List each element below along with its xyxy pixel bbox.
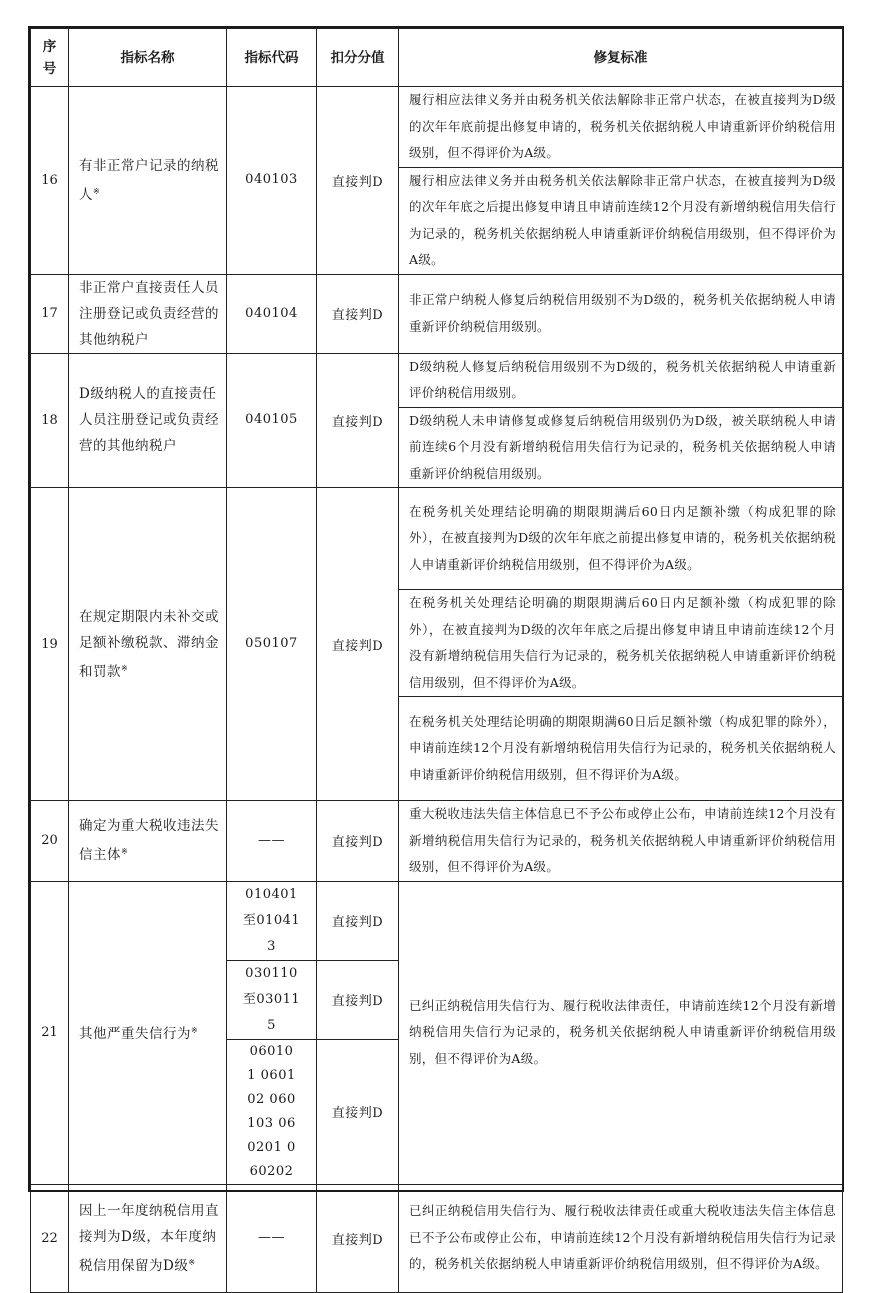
table-row xyxy=(31,881,843,960)
row-indicator-code: 050107 xyxy=(227,488,317,801)
repair-standard: 履行相应法律义务并由税务机关依法解除非正常户状态，在被直接判为D级的次年年底前提出修复申请的，税务机关依据纳税人申请重新评价纳税信用级别，但不得评价为A级。 xyxy=(399,87,843,168)
row-indicator-code: 030110至030115 xyxy=(227,960,317,1039)
table-row xyxy=(31,353,843,407)
row-score: 直接判D xyxy=(317,960,399,1039)
row-indicator-name: 非正常户直接责任人员注册登记或负责经营的其他纳税户 xyxy=(69,274,227,353)
table-row xyxy=(31,801,843,882)
row-indicator-name: 在规定期限内未补交或足额补缴税款、滞纳金和罚款※ xyxy=(69,488,227,801)
note-mark: ※ xyxy=(188,1257,196,1267)
row-score: 直接判D xyxy=(317,488,399,801)
row-score: 直接判D xyxy=(317,801,399,882)
row-indicator-code: —— xyxy=(227,801,317,882)
row-indicator-name: 确定为重大税收违法失信主体※ xyxy=(69,801,227,882)
table-row xyxy=(31,488,843,590)
row-indicator-name: 其他严重失信行为※ xyxy=(69,881,227,1184)
row-indicator-name: D级纳税人的直接责任人员注册登记或负责经营的其他纳税户 xyxy=(69,353,227,488)
header-standard: 修复标准 xyxy=(399,29,843,87)
row-score: 直接判D xyxy=(317,1184,399,1292)
document-page xyxy=(28,26,844,1274)
row-score: 直接判D xyxy=(317,353,399,488)
repair-standard: D级纳税人未申请修复或修复后纳税信用级别仍为D级，被关联纳税人申请前连续6个月没有新增纳税信用失信行为记录的，税务机关依据纳税人申请重新评价纳税信用级别。 xyxy=(399,407,843,488)
row-seq: 22 xyxy=(31,1184,69,1292)
row-score: 直接判D xyxy=(317,87,399,275)
table-row xyxy=(31,1184,843,1292)
note-mark: ※ xyxy=(93,186,101,196)
repair-standard: 已纠正纳税信用失信行为、履行税收法律责任或重大税收违法失信主体信息已不予公布或停止公布，申请前连续12个月没有新增纳税信用失信行为记录的，税务机关依据纳税人申请重新评价纳税信用级别，但不得评价为A级。 xyxy=(399,1184,843,1292)
row-indicator-code: 040103 xyxy=(227,87,317,275)
row-seq: 17 xyxy=(31,274,69,353)
row-indicator-code: 040105 xyxy=(227,353,317,488)
note-mark: ※ xyxy=(121,847,129,857)
repair-standard: D级纳税人修复后纳税信用级别不为D级的，税务机关依据纳税人申请重新评价纳税信用级别。 xyxy=(399,353,843,407)
repair-standard: 在税务机关处理结论明确的期限期满后60日内足额补缴（构成犯罪的除外），在被直接判为D级的次年年底之前提出修复申请的，税务机关依据纳税人申请重新评价纳税信用级别，但不得评价为A级。 xyxy=(399,488,843,590)
row-seq: 20 xyxy=(31,801,69,882)
row-indicator-name: 因上一年度纳税信用直接判为D级，本年度纳税信用保留为D级※ xyxy=(69,1184,227,1292)
header-seq: 序号 xyxy=(31,29,69,87)
row-indicator-code: 060101 060102 060103 060201 060202 xyxy=(227,1039,317,1184)
note-mark: ※ xyxy=(121,663,129,673)
row-indicator-code: —— xyxy=(227,1184,317,1292)
table-row xyxy=(31,87,843,168)
repair-standard: 已纠正纳税信用失信行为、履行税收法律责任，申请前连续12个月没有新增纳税信用失信行为记录的，税务机关依据纳税人申请重新评价纳税信用级别，但不得评价为A级。 xyxy=(399,881,843,1184)
table-row xyxy=(31,274,843,353)
row-indicator-name: 有非正常户记录的纳税人※ xyxy=(69,87,227,275)
repair-standard: 在税务机关处理结论明确的期限期满60日后足额补缴（构成犯罪的除外），申请前连续12个月没有新增纳税信用失信行为记录的，税务机关依据纳税人申请重新评价纳税信用级别，但不得评价为A级。 xyxy=(399,697,843,801)
note-mark: ※ xyxy=(191,1026,199,1035)
row-indicator-code: 010401至010413 xyxy=(227,881,317,960)
repair-standard: 履行相应法律义务并由税务机关依法解除非正常户状态，在被直接判为D级的次年年底之后提出修复申请且申请前连续12个月没有新增纳税信用失信行为记录的，税务机关依据纳税人申请重新评价纳税信用级别，但不得评价为A级。 xyxy=(399,167,843,274)
row-score: 直接判D xyxy=(317,274,399,353)
row-seq: 21 xyxy=(31,881,69,1184)
row-seq: 16 xyxy=(31,87,69,275)
credit-repair-table xyxy=(30,28,843,1293)
row-score: 直接判D xyxy=(317,1039,399,1184)
repair-standard: 在税务机关处理结论明确的期限期满后60日内足额补缴（构成犯罪的除外），在被直接判为D级的次年年底之后提出修复申请且申请前连续12个月没有新增纳税信用失信行为记录的，税务机关依据纳税人申请重新评价纳税信用级别，但不得评价为A级。 xyxy=(399,590,843,697)
row-indicator-code: 040104 xyxy=(227,274,317,353)
row-seq: 19 xyxy=(31,488,69,801)
header-score: 扣分分值 xyxy=(317,29,399,87)
repair-standard: 重大税收违法失信主体信息已不予公布或停止公布，申请前连续12个月没有新增纳税信用失信行为记录的，税务机关依据纳税人申请重新评价纳税信用级别，但不得评价为A级。 xyxy=(399,801,843,882)
header-name: 指标名称 xyxy=(69,29,227,87)
table-header-row xyxy=(31,29,843,87)
header-code: 指标代码 xyxy=(227,29,317,87)
row-score: 直接判D xyxy=(317,881,399,960)
row-seq: 18 xyxy=(31,353,69,488)
repair-standard: 非正常户纳税人修复后纳税信用级别不为D级的，税务机关依据纳税人申请重新评价纳税信用级别。 xyxy=(399,274,843,353)
